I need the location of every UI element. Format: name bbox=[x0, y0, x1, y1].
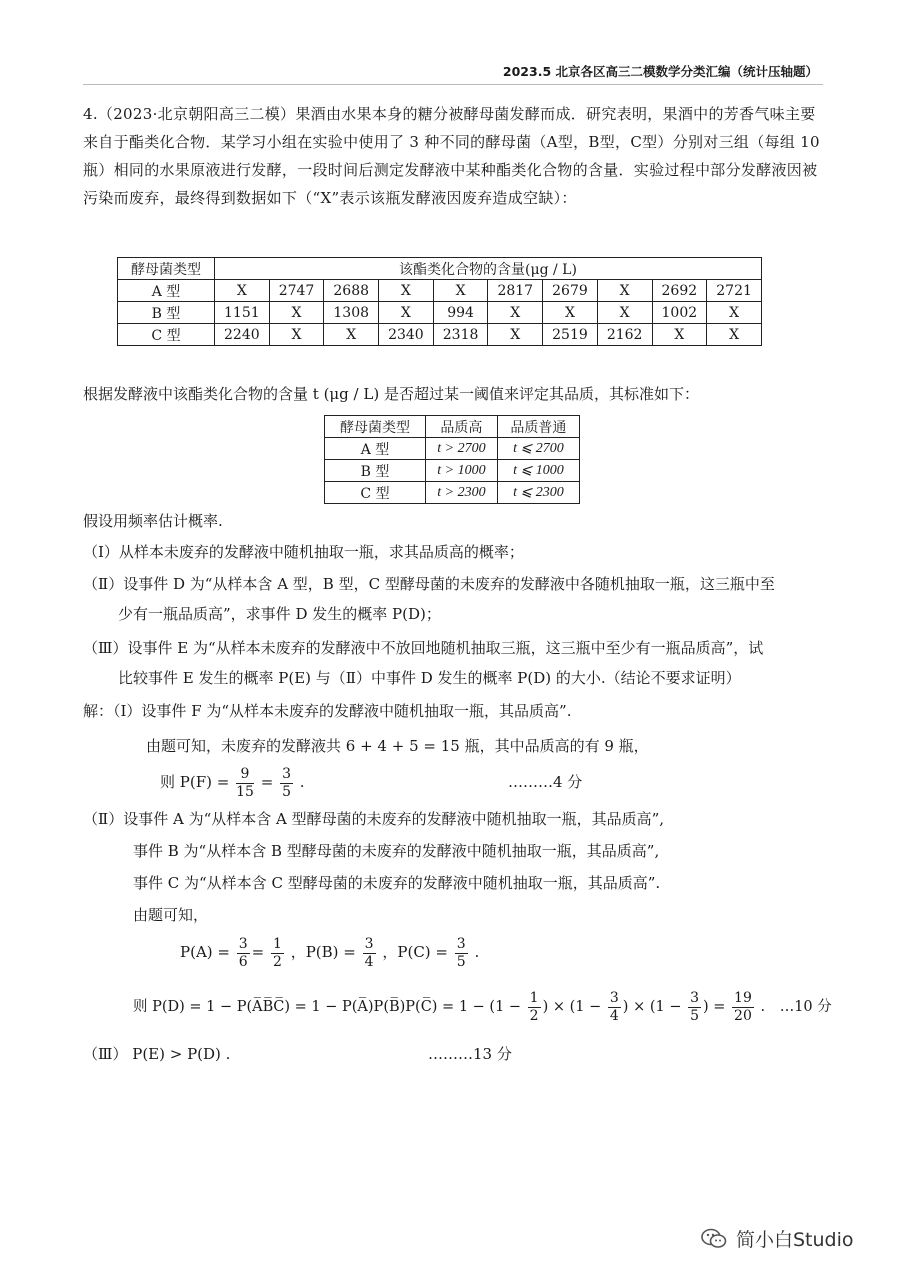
solution-3: （Ⅲ） P(E) > P(D) . bbox=[83, 1045, 231, 1063]
table-cell: A 型 bbox=[325, 438, 426, 460]
table-cell: X bbox=[269, 302, 324, 324]
fraction: $\frac{1}{2}$ bbox=[529, 989, 539, 1024]
table-cell: 1308 bbox=[324, 302, 379, 324]
table-cell: C 型 bbox=[325, 482, 426, 504]
table-header-cell: 酵母菌类型 bbox=[325, 416, 426, 438]
table-cell: X bbox=[543, 302, 598, 324]
fraction: $\frac{3}{4}$ bbox=[609, 989, 619, 1024]
table-cell: X bbox=[597, 280, 652, 302]
solution-1-line-2: 由题可知，未废弃的发酵液共 6 + 4 + 5 = 15 瓶，其中品质高的有 9 瓶， bbox=[146, 737, 649, 755]
table-cell: 1002 bbox=[652, 302, 707, 324]
table-cell: X bbox=[379, 302, 434, 324]
watermark bbox=[700, 1225, 854, 1252]
table-cell: t ⩽ 2300 bbox=[497, 482, 579, 504]
criterion-text: 根据发酵液中该酯类化合物的含量 t (μg / L) 是否超过某一阈值来评定其品质，其标准如下： bbox=[83, 385, 699, 403]
fraction: $\frac{3}{4}$ bbox=[364, 935, 374, 970]
table-cell: 2692 bbox=[652, 280, 707, 302]
question-3-line-2: 比较事件 E 发生的概率 P(E) 与（Ⅱ）中事件 D 发生的概率 P(D) 的大小.（结论不要求证明） bbox=[118, 669, 741, 687]
table-cell: X bbox=[652, 324, 707, 346]
table-cell: X bbox=[215, 280, 270, 302]
score-13: ………13 分 bbox=[428, 1045, 512, 1063]
table-row bbox=[325, 438, 580, 460]
fraction: $\frac{9}{15}$ bbox=[236, 765, 254, 800]
row-label: C 型 bbox=[118, 324, 215, 346]
data-table bbox=[117, 257, 762, 346]
fraction: $\frac{3}{6}$ bbox=[238, 935, 248, 970]
table-header-cell: 品质普通 bbox=[497, 416, 579, 438]
table-cell: 1151 bbox=[215, 302, 270, 324]
quality-criteria-table bbox=[324, 415, 580, 504]
table-cell: 2318 bbox=[433, 324, 488, 346]
question-1: （Ⅰ）从样本未废弃的发酵液中随机抽取一瓶，求其品质高的概率； bbox=[83, 543, 524, 561]
table-cell: 2817 bbox=[488, 280, 543, 302]
table-cell: X bbox=[488, 302, 543, 324]
solution-2-line-2: 事件 B 为“从样本含 B 型酵母菌的未废弃的发酵液中随机抽取一瓶，其品质高”, bbox=[133, 842, 660, 860]
fraction: $\frac{3}{5}$ bbox=[456, 935, 466, 970]
table-cell: t > 1000 bbox=[426, 460, 498, 482]
question-3-line-1: （Ⅲ）设事件 E 为“从样本未废弃的发酵液中不放回地随机抽取三瓶，这三瓶中至少有一瓶品质高”，试 bbox=[83, 639, 764, 657]
probability-d: 则 P(D) = 1 − P(A̅B̅C̅) = 1 − P(A̅)P(B̅)P(C̅) = 1 − (1 − $\frac{1}{2}$ ) × (1 − $\frac{3}{4}$ ) × (1 − $\frac{3}{5}$ ) = $\frac{19}{20}$ . …10 分 bbox=[133, 989, 832, 1024]
table-cell: 2340 bbox=[379, 324, 434, 346]
table-header-type: 酵母菌类型 bbox=[118, 258, 215, 280]
table-cell: X bbox=[707, 302, 762, 324]
score-10: …10 分 bbox=[779, 999, 832, 1015]
probabilities-abc: P(A) = $\frac{3}{6}$ = $\frac{1}{2}$ ，P(B) = $\frac{3}{4}$ ，P(C) = $\frac{3}{5}$ . bbox=[180, 935, 480, 970]
table-row bbox=[118, 302, 762, 324]
table-cell: t ⩽ 1000 bbox=[497, 460, 579, 482]
table-cell: B 型 bbox=[325, 460, 426, 482]
watermark-text: 简小白Studio bbox=[736, 1229, 854, 1251]
header-divider bbox=[83, 84, 823, 85]
fraction: $\frac{3}{5}$ bbox=[282, 765, 291, 800]
table-row bbox=[118, 280, 762, 302]
table-cell: X bbox=[707, 324, 762, 346]
row-label: A 型 bbox=[118, 280, 215, 302]
table-cell: 2162 bbox=[597, 324, 652, 346]
assumption: 假设用频率估计概率. bbox=[83, 512, 223, 530]
table-cell: t ⩽ 2700 bbox=[497, 438, 579, 460]
fraction: $\frac{3}{5}$ bbox=[690, 989, 699, 1024]
page-header: 2023.5 北京各区高三二模数学分类汇编（统计压轴题） bbox=[502, 64, 818, 79]
row-label: B 型 bbox=[118, 302, 215, 324]
solution-2-line-3: 事件 C 为“从样本含 C 型酵母菌的未废弃的发酵液中随机抽取一瓶，其品质高”. bbox=[133, 874, 661, 892]
solution-1-result: 则 P(F) = $\frac{9}{15}$ = $\frac{3}{5}$ . bbox=[160, 765, 305, 800]
solution-2-line-4: 由题可知， bbox=[133, 906, 209, 924]
table-cell: 2240 bbox=[215, 324, 270, 346]
table-cell: t > 2700 bbox=[426, 438, 498, 460]
equals-sign: = bbox=[260, 773, 274, 791]
table-cell: X bbox=[324, 324, 379, 346]
table-cell: 2688 bbox=[324, 280, 379, 302]
table-cell: X bbox=[488, 324, 543, 346]
table-cell: X bbox=[379, 280, 434, 302]
question-2-line-2: 少有一瓶品质高”，求事件 D 发生的概率 P(D)； bbox=[118, 605, 441, 623]
table-cell: X bbox=[597, 302, 652, 324]
fraction: $\frac{1}{2}$ bbox=[273, 935, 282, 970]
table-cell: X bbox=[269, 324, 324, 346]
table-header-row bbox=[118, 258, 762, 280]
table-row bbox=[118, 324, 762, 346]
table-cell: 2747 bbox=[269, 280, 324, 302]
table-row bbox=[325, 482, 580, 504]
table-cell: 2679 bbox=[543, 280, 598, 302]
problem-intro: 4.（2023·北京朝阳高三二模）果酒由水果本身的糖分被酵母菌发酵而成．研究表明，果酒中的芳香气味主要来自于酯类化合物．某学习小组在实验中使用了 3 种不同的酵母菌（A型，B型，C型）分别对三组（每组 10瓶）相同的水果原液进行发酵，一段时间后测定发酵液中某种酯类化合物的含量．实验过程中部分发酵液因被污染而废弃，最终得到数据如下（“X”表示该瓶发酵液因废弃造成空缺）： bbox=[83, 105, 820, 207]
solution-1-line-1: 解：（Ⅰ）设事件 F 为“从样本未废弃的发酵液中随机抽取一瓶，其品质高”. bbox=[83, 702, 572, 720]
table-cell: 994 bbox=[433, 302, 488, 324]
table-cell: 2721 bbox=[707, 280, 762, 302]
score-4: ………4 分 bbox=[508, 773, 583, 791]
table-row bbox=[325, 460, 580, 482]
table-cell: X bbox=[433, 280, 488, 302]
pf-label: 则 P(F) = bbox=[160, 773, 230, 791]
table-cell: t > 2300 bbox=[426, 482, 498, 504]
wechat-icon bbox=[700, 1227, 728, 1251]
table-header-content: 该酯类化合物的含量(μg / L) bbox=[215, 258, 762, 280]
question-2-line-1: （Ⅱ）设事件 D 为“从样本含 A 型，B 型，C 型酵母菌的未废弃的发酵液中各随机抽取一瓶，这三瓶中至 bbox=[83, 575, 775, 593]
fraction: $\frac{19}{20}$ bbox=[734, 989, 752, 1024]
table-header-cell: 品质高 bbox=[426, 416, 498, 438]
solution-2-line-1: （Ⅱ）设事件 A 为“从样本含 A 型酵母菌的未废弃的发酵液中随机抽取一瓶，其品质高”, bbox=[83, 810, 665, 828]
table-header-row bbox=[325, 416, 580, 438]
table-cell: 2519 bbox=[543, 324, 598, 346]
